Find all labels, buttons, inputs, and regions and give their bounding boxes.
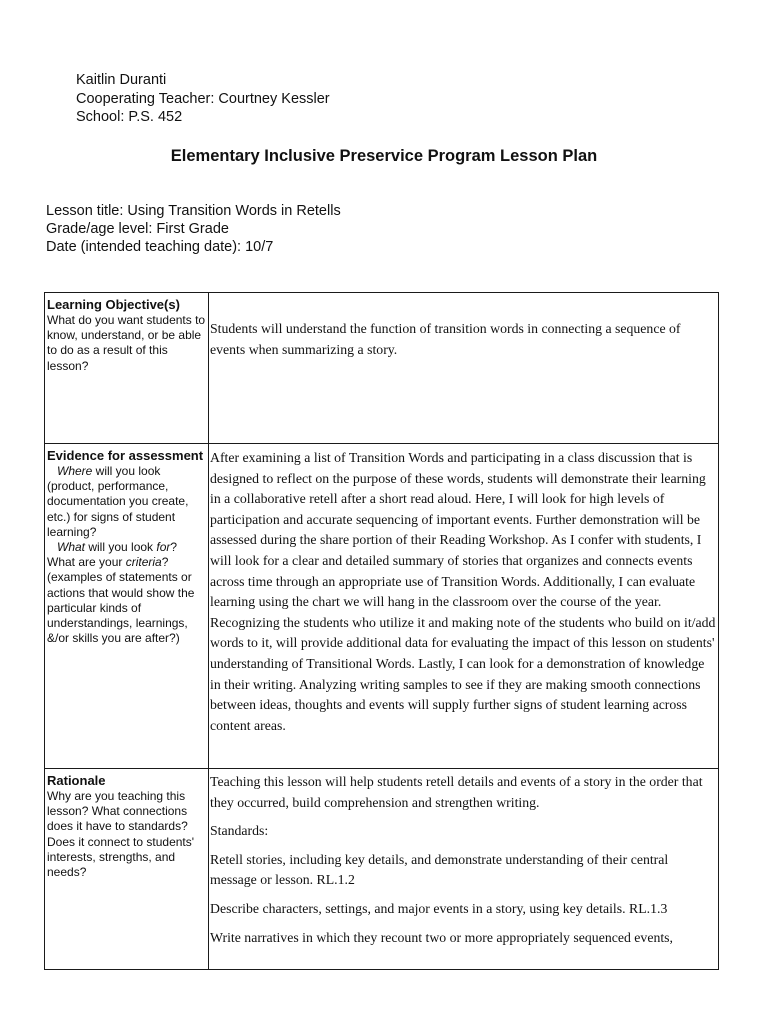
rationale-heading: Rationale [47,773,106,788]
objective-content-cell [209,293,719,444]
objective-heading: Learning Objective(s) [47,297,180,312]
rationale-paragraph: Teaching this lesson will help students retell details and events of a story in the order that they occurred, build comprehension and strengthen writing. [210,774,703,810]
teaching-date: Date (intended teaching date): 10/7 [46,239,274,255]
cooperating-teacher: Cooperating Teacher: Courtney Kessler [76,90,330,107]
standards-label: Standards: [210,823,269,839]
evidence-text: After examining a list of Transition Words and participating in a class discussion that is designed to reflect on the purpose of these words, students will demonstrate their learning in a collaborative retell after a short read aloud. Here, I will look for high levels of participation and accurate sequencing of important events. Further demonstration will be assessed during the share portion of their Reading Workshop. As I confer with students, I will look for a clear and detailed summary of stories that organizes and connects events across time through an appropriate use of Transition Words. Additionally, I can evaluate learning using the chart we will hang in the classroom over the course of the year. Recognizing the students who utilize it and making note of the students who build on it/add words to it, will provide additional data for evaluating the impact of this lesson on students' understanding of Transitional Words. Lastly, I can look for a demonstration of knowledge in their writing. Analyzing writing samples to see if they are making smooth connections between ideas, thoughts and events will supply further signs of student learning across content areas. [210,450,716,733]
rationale-content-cell [209,769,719,970]
table-row-objective [45,293,719,444]
evidence-heading: Evidence for assessment [47,448,204,463]
table-row-rationale [45,769,719,970]
lesson-title: Lesson title: Using Transition Words in Retells [46,203,341,219]
standard-rl-1-3: Describe characters, settings, and major events in a story, using key details. RL.1.3 [210,900,668,916]
rationale-label-cell [45,769,209,970]
lesson-info [46,202,341,256]
evidence-label-cell [45,444,209,769]
standard-rl-1-2: Retell stories, including key details, and demonstrate understanding of their central message or lesson. RL.1.2 [210,851,669,888]
standard-writing: Write narratives in which they recount two or more appropriately sequenced events, [210,929,674,945]
objective-prompt: What do you want students to know, understand, or be able to do as a result of this lesson? [47,313,206,373]
document-header [76,71,330,127]
document-title: Elementary Inclusive Preservice Program Lesson Plan [170,147,598,165]
school-name: School: P.S. 452 [76,109,183,125]
author-name: Kaitlin Duranti [76,72,167,88]
lesson-plan-table [44,292,719,970]
rationale-prompt: Why are you teaching this lesson? What connections does it have to standards? Does it connect to students' interests, strengths, and needs? [47,789,195,880]
objective-text: Students will understand the function of transition words in connecting a sequence of events when summarizing a story. [210,321,681,357]
evidence-content-cell [209,444,719,769]
evidence-prompt: Where will you look (product, performance, documentation you create, etc.) for signs of student learning? What will you look for? What are your criteria? (examples of statements or actions that would show the particular kinds of understandings, learnings, &/or skills you are after?) [47,464,195,646]
grade-level: Grade/age level: First Grade [46,221,229,237]
objective-label-cell [45,293,209,444]
table-row-evidence [45,444,719,769]
